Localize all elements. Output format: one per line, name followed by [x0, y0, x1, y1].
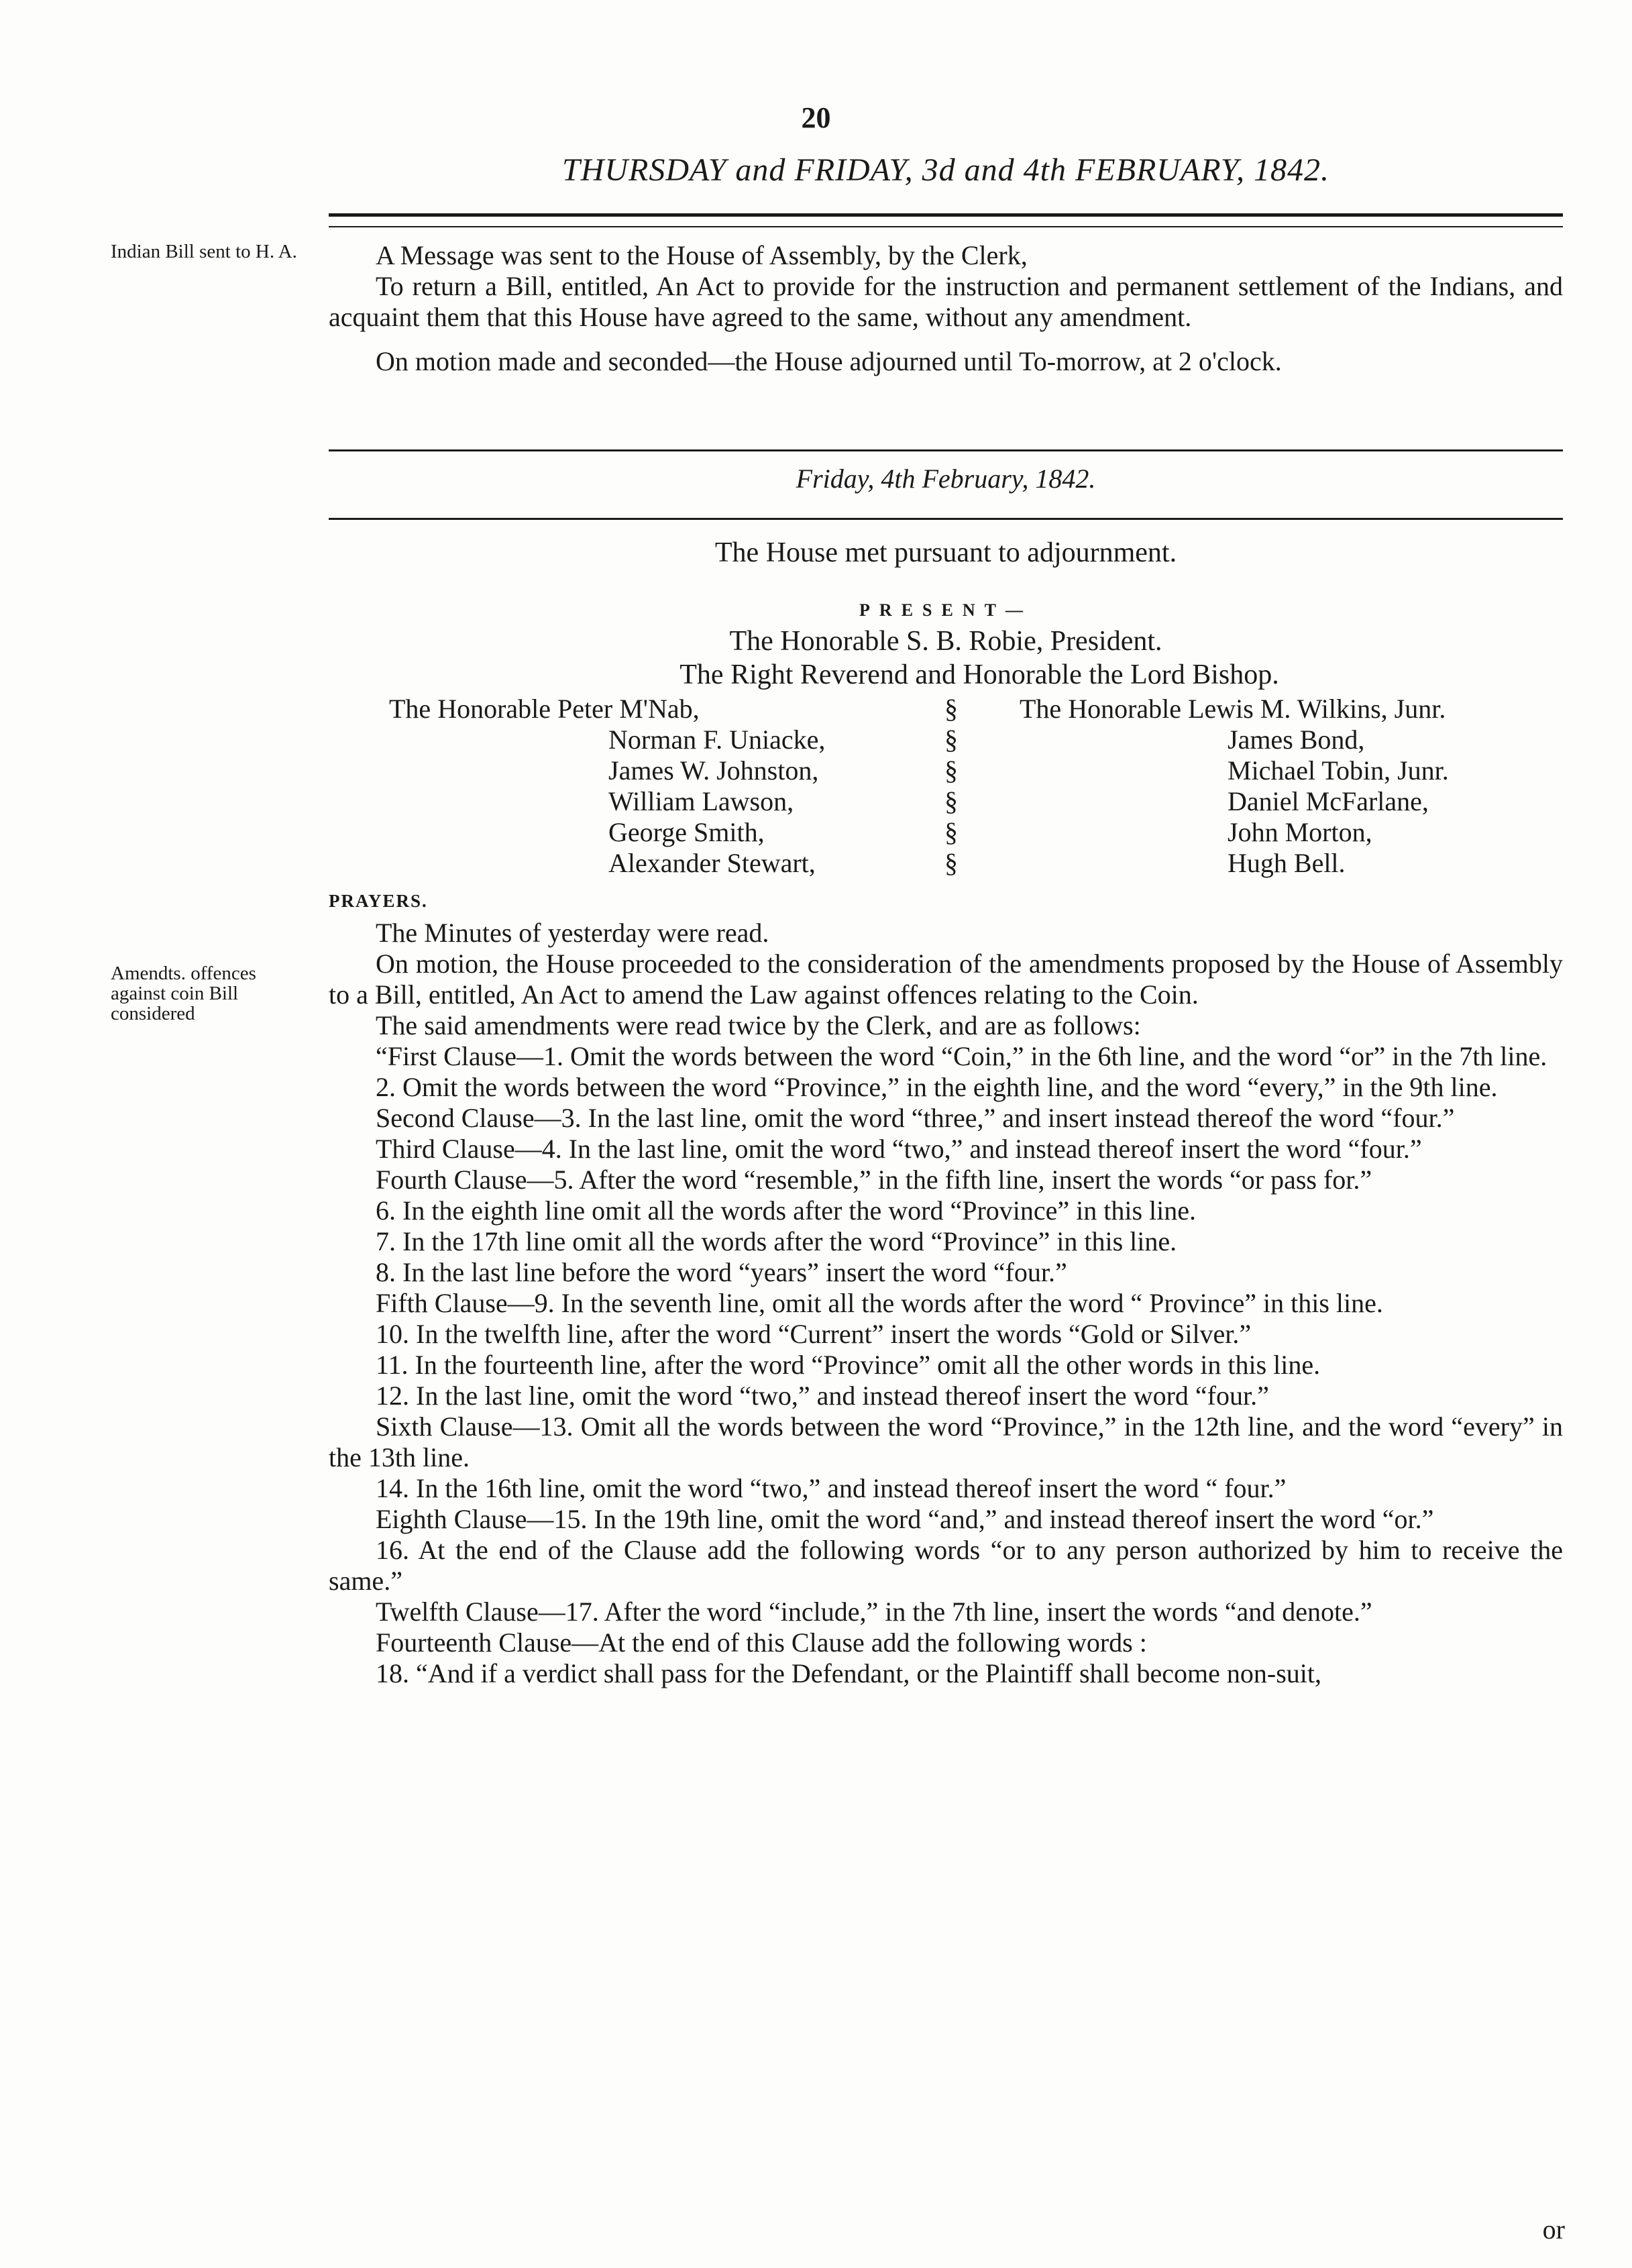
paragraph: Fourteenth Clause—At the end of this Clause add the following words : [376, 1627, 1147, 1658]
friday-date-heading: Friday, 4th February, 1842. [796, 464, 1096, 494]
present-label: PRESENT— [859, 600, 1032, 620]
margin-note-coin-bill: Amendts. offences against coin Bill considered [111, 963, 256, 1024]
double-rule [329, 213, 1563, 227]
section-marks [938, 694, 965, 879]
section-mark: § [944, 694, 958, 724]
paragraph: 11. In the fourteenth line, after the word “Province” omit all the other words in this line. [376, 1350, 1321, 1380]
paragraph: 7. In the 17th line omit all the words after the word “Province” in this line. [376, 1226, 1177, 1256]
paragraph: 2. Omit the words between the word “Province,” in the eighth line, and the word “every,” in the 9th line. [376, 1072, 1498, 1102]
catchword: or [1542, 2214, 1565, 2245]
paragraph: 14. In the 16th line, omit the word “two,” and instead thereof insert the word “ four.” [376, 1473, 1287, 1503]
members-list [389, 694, 1570, 895]
rule-below-date [329, 518, 1563, 520]
adjourned-paragraph: On motion made and seconded—the House adjourned until To-morrow, at 2 o'clock. [376, 346, 1282, 376]
friday-proceedings [329, 918, 1563, 1689]
running-title: THURSDAY and FRIDAY, 3d and 4th FEBRUARY, 1842. [562, 152, 1329, 188]
paragraph: 6. In the eighth line omit all the words after the word “Province” in this line. [376, 1195, 1197, 1226]
member-name: John Morton, [1228, 817, 1372, 847]
rule-above-date [329, 449, 1563, 451]
paragraph: Fifth Clause—9. In the seventh line, omit all the words after the word “ Province” in this line. [376, 1288, 1383, 1318]
member-name: The Honorable Peter M'Nab, [389, 694, 700, 724]
prayers-heading: PRAYERS. [329, 891, 428, 911]
member-name: Michael Tobin, Junr. [1228, 755, 1449, 786]
member-name: George Smith, [608, 817, 765, 847]
house-met: The House met pursuant to adjournment. [714, 537, 1177, 568]
page-number: 20 [801, 101, 831, 134]
section-mark: § [944, 755, 958, 786]
paragraph: 12. In the last line, omit the word “two,” and instead thereof insert the word “four.” [376, 1381, 1269, 1411]
paragraph: 8. In the last line before the word “years” insert the word “four.” [376, 1257, 1067, 1287]
paragraph: Third Clause—4. In the last line, omit the word “two,” and instead thereof insert the word “four.” [376, 1134, 1422, 1164]
members-left-column [389, 694, 825, 879]
section-mark: § [944, 817, 958, 847]
paragraph: 10. In the twelfth line, after the word “Current” insert the words “Gold or Silver.” [376, 1319, 1252, 1349]
paragraph: 18. “And if a verdict shall pass for the Defendant, or the Plaintiff shall become non-suit, [376, 1658, 1321, 1688]
paragraph: Twelfth Clause—17. After the word “include,” in the 7th line, insert the words “and denote.” [376, 1597, 1372, 1627]
president-line: The Honorable S. B. Robie, President. [729, 626, 1162, 657]
member-name: Norman F. Uniacke, [608, 724, 826, 755]
paragraph: Fourth Clause—5. After the word “resemble,” in the fifth line, insert the words “or pass for.” [376, 1165, 1372, 1195]
member-name: Alexander Stewart, [608, 848, 816, 878]
member-name: James Bond, [1228, 724, 1365, 755]
paragraph: Sixth Clause—13. Omit all the words between the word “Province,” in the 12th line, and the word “every” in the 13th line. [329, 1411, 1563, 1472]
member-name: James W. Johnston, [608, 755, 819, 786]
member-name: Hugh Bell. [1228, 848, 1346, 878]
member-name: The Honorable Lewis M. Wilkins, Junr. [1020, 694, 1446, 724]
return-bill-paragraph: To return a Bill, entitled, An Act to provide for the instruction and permanent settlement of the Indians, and acquaint them that this House have agreed to the same, without any amendment. [329, 271, 1563, 332]
paragraph: Eighth Clause—15. In the 19th line, omit the word “and,” and instead thereof insert the word “or.” [376, 1504, 1434, 1534]
paragraph: The said amendments were read twice by the Clerk, and are as follows: [376, 1010, 1141, 1040]
message-paragraph: A Message was sent to the House of Assembly, by the Clerk, [376, 240, 1028, 270]
member-name: William Lawson, [608, 786, 794, 816]
member-name: Daniel McFarlane, [1228, 786, 1429, 816]
thursday-proceedings [329, 240, 1563, 377]
members-right-column [1020, 694, 1449, 879]
section-mark: § [944, 848, 958, 878]
section-mark: § [944, 724, 958, 755]
paragraph: The Minutes of yesterday were read. [376, 918, 769, 948]
paragraph: “First Clause—1. Omit the words between the word “Coin,” in the 6th line, and the word “or” in the 7th line. [376, 1041, 1547, 1071]
paragraph: 16. At the end of the Clause add the following words “or to any person authorized by him to receive the same.” [329, 1535, 1563, 1596]
paragraph: On motion, the House proceeded to the consideration of the amendments proposed by the House of Assembly to a Bill, entitled, An Act to amend the Law against offences relating to the Coin. [329, 949, 1563, 1010]
bishop-line: The Right Reverend and Honorable the Lord Bishop. [679, 659, 1279, 690]
margin-note-indian-bill: Indian Bill sent to H. A. [111, 241, 297, 262]
section-mark: § [944, 786, 958, 816]
paragraph: Second Clause—3. In the last line, omit the word “three,” and insert instead thereof the word “four.” [376, 1103, 1455, 1133]
